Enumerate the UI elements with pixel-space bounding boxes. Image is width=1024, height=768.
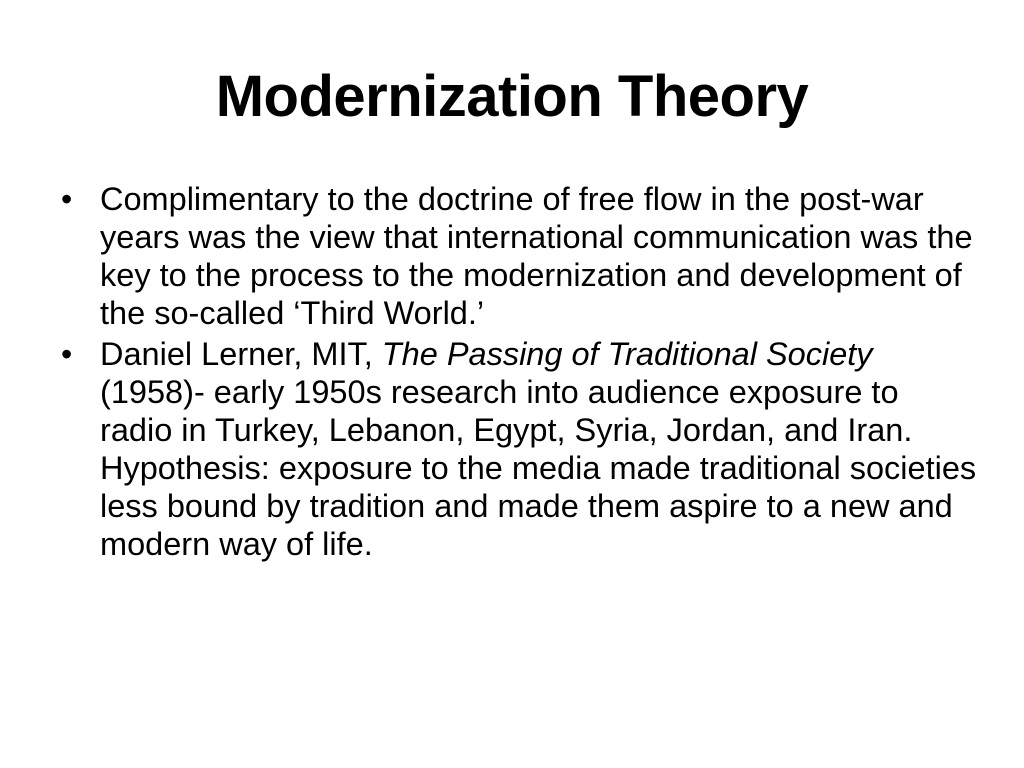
- bullet-text-lead: Daniel Lerner, MIT,: [100, 336, 382, 372]
- bullet-text: [100, 336, 976, 562]
- bullet-dot-icon: •: [61, 336, 73, 372]
- bullet-text: Complimentary to the doctrine of free flow in the post-war years was the view that international communication was the key to the process to the modernization and development of the so-called ‘Third World.’: [100, 181, 973, 331]
- list-item: [58, 180, 978, 332]
- book-title: The Passing of Traditional Society: [381, 336, 873, 372]
- bullet-dot-icon: •: [61, 181, 73, 217]
- slide-title: Modernization Theory: [215, 64, 809, 129]
- bullet-text-rest: (1958)- early 1950s research into audience exposure to radio in Turkey, Lebanon, Egypt, Syria, Jordan, and Iran. Hypothesis: exposure to the media made traditional societies less bound by tradition and made them aspire to a new and modern way of life.: [100, 374, 977, 562]
- bullet-list: [58, 180, 978, 566]
- list-item: [58, 335, 978, 563]
